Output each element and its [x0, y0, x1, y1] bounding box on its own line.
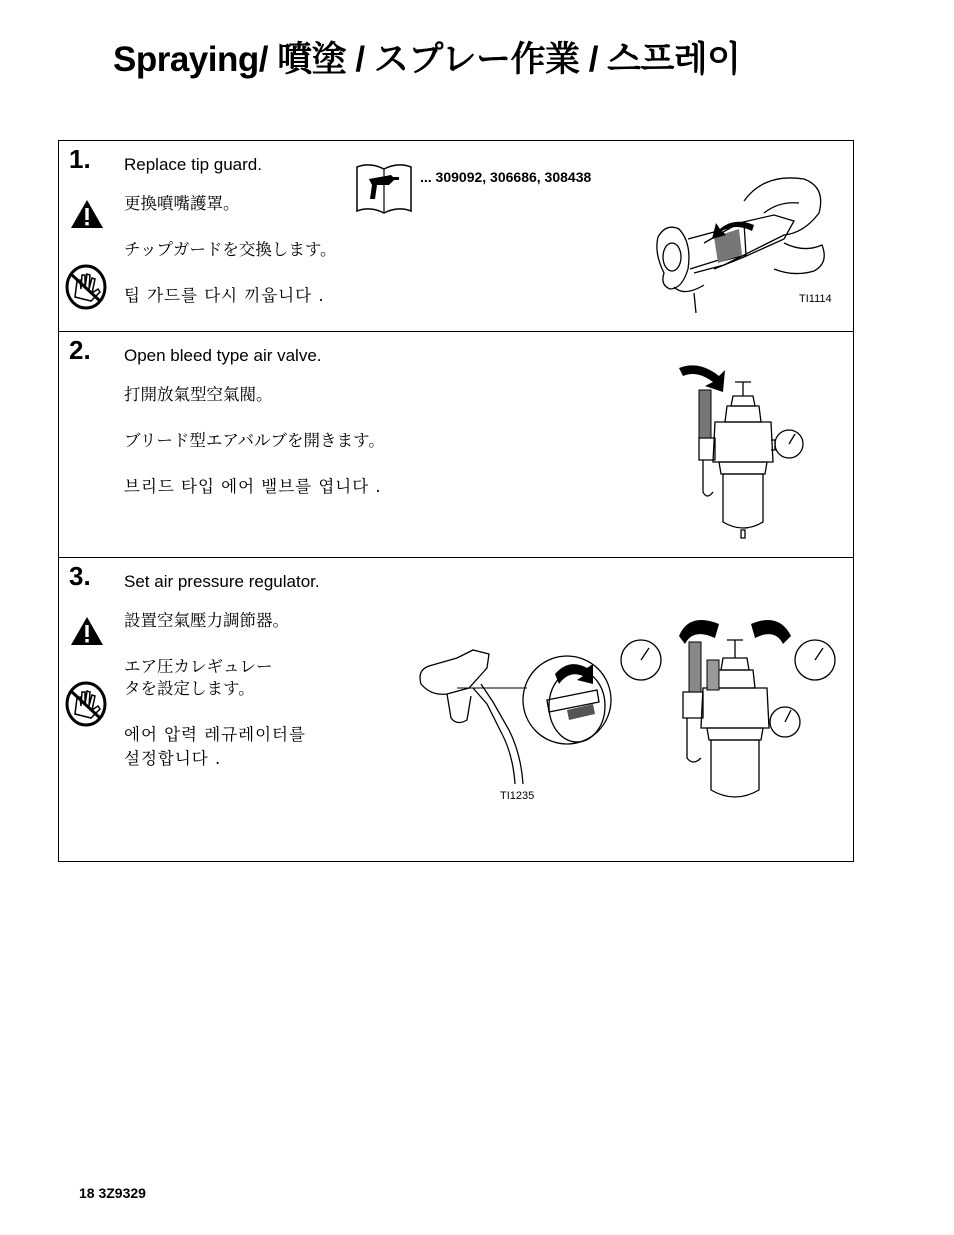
bleed-air-valve-illustration	[679, 362, 809, 547]
page-title: Spraying/ 噴塗 / スプレー作業 / 스프레이	[113, 40, 741, 79]
step-text-ko: 브리드 타입 에어 밸브를 엽니다 .	[124, 477, 382, 496]
step-2	[59, 331, 853, 558]
step-number: 1.	[69, 144, 91, 174]
page-footer: 18 3Z9329	[79, 1185, 146, 1201]
step-text-ja-1: エア圧カレギュレー	[124, 657, 273, 676]
air-pressure-regulator-illustration	[619, 618, 849, 818]
step-text-ja-2: タを設定します。	[124, 679, 255, 698]
figure-id: TI1114	[799, 293, 832, 305]
no-gloves-hand-icon	[65, 680, 107, 728]
step-1	[59, 141, 853, 331]
step-text-ko-1: 에어 압력 레규레이터를	[124, 725, 306, 744]
step-3	[59, 557, 853, 862]
step-text-zh: 更換噴嘴護罩。	[124, 194, 240, 213]
no-gloves-hand-icon	[65, 263, 107, 311]
step-text-en: Replace tip guard.	[124, 155, 262, 174]
spray-gun-regulator-knob-illustration	[417, 644, 617, 794]
step-text-ja: チップガードを交換します。	[124, 240, 337, 259]
step-text-ja: ブリード型エアバルブを開きます。	[124, 431, 385, 450]
step-text-ko: 팁 가드를 다시 끼웁니다 .	[124, 286, 325, 305]
spray-gun-tip-guard-illustration	[634, 173, 829, 313]
step-text-en: Open bleed type air valve.	[124, 346, 322, 365]
manual-book-icon	[355, 159, 413, 217]
step-text-zh: 設置空氣壓力調節器。	[124, 611, 289, 630]
manual-reference: ... 309092, 306686, 308438	[420, 169, 592, 185]
step-text-zh: 打開放氣型空氣閥。	[124, 385, 273, 404]
step-text-en: Set air pressure regulator.	[124, 572, 320, 591]
figure-id: TI1235	[500, 790, 535, 802]
step-text-ko-2: 설정합니다 .	[124, 749, 222, 768]
step-number: 3.	[69, 561, 91, 591]
warning-triangle-icon	[69, 615, 105, 647]
step-number: 2.	[69, 335, 91, 365]
warning-triangle-icon	[69, 198, 105, 230]
steps-table	[58, 140, 854, 862]
